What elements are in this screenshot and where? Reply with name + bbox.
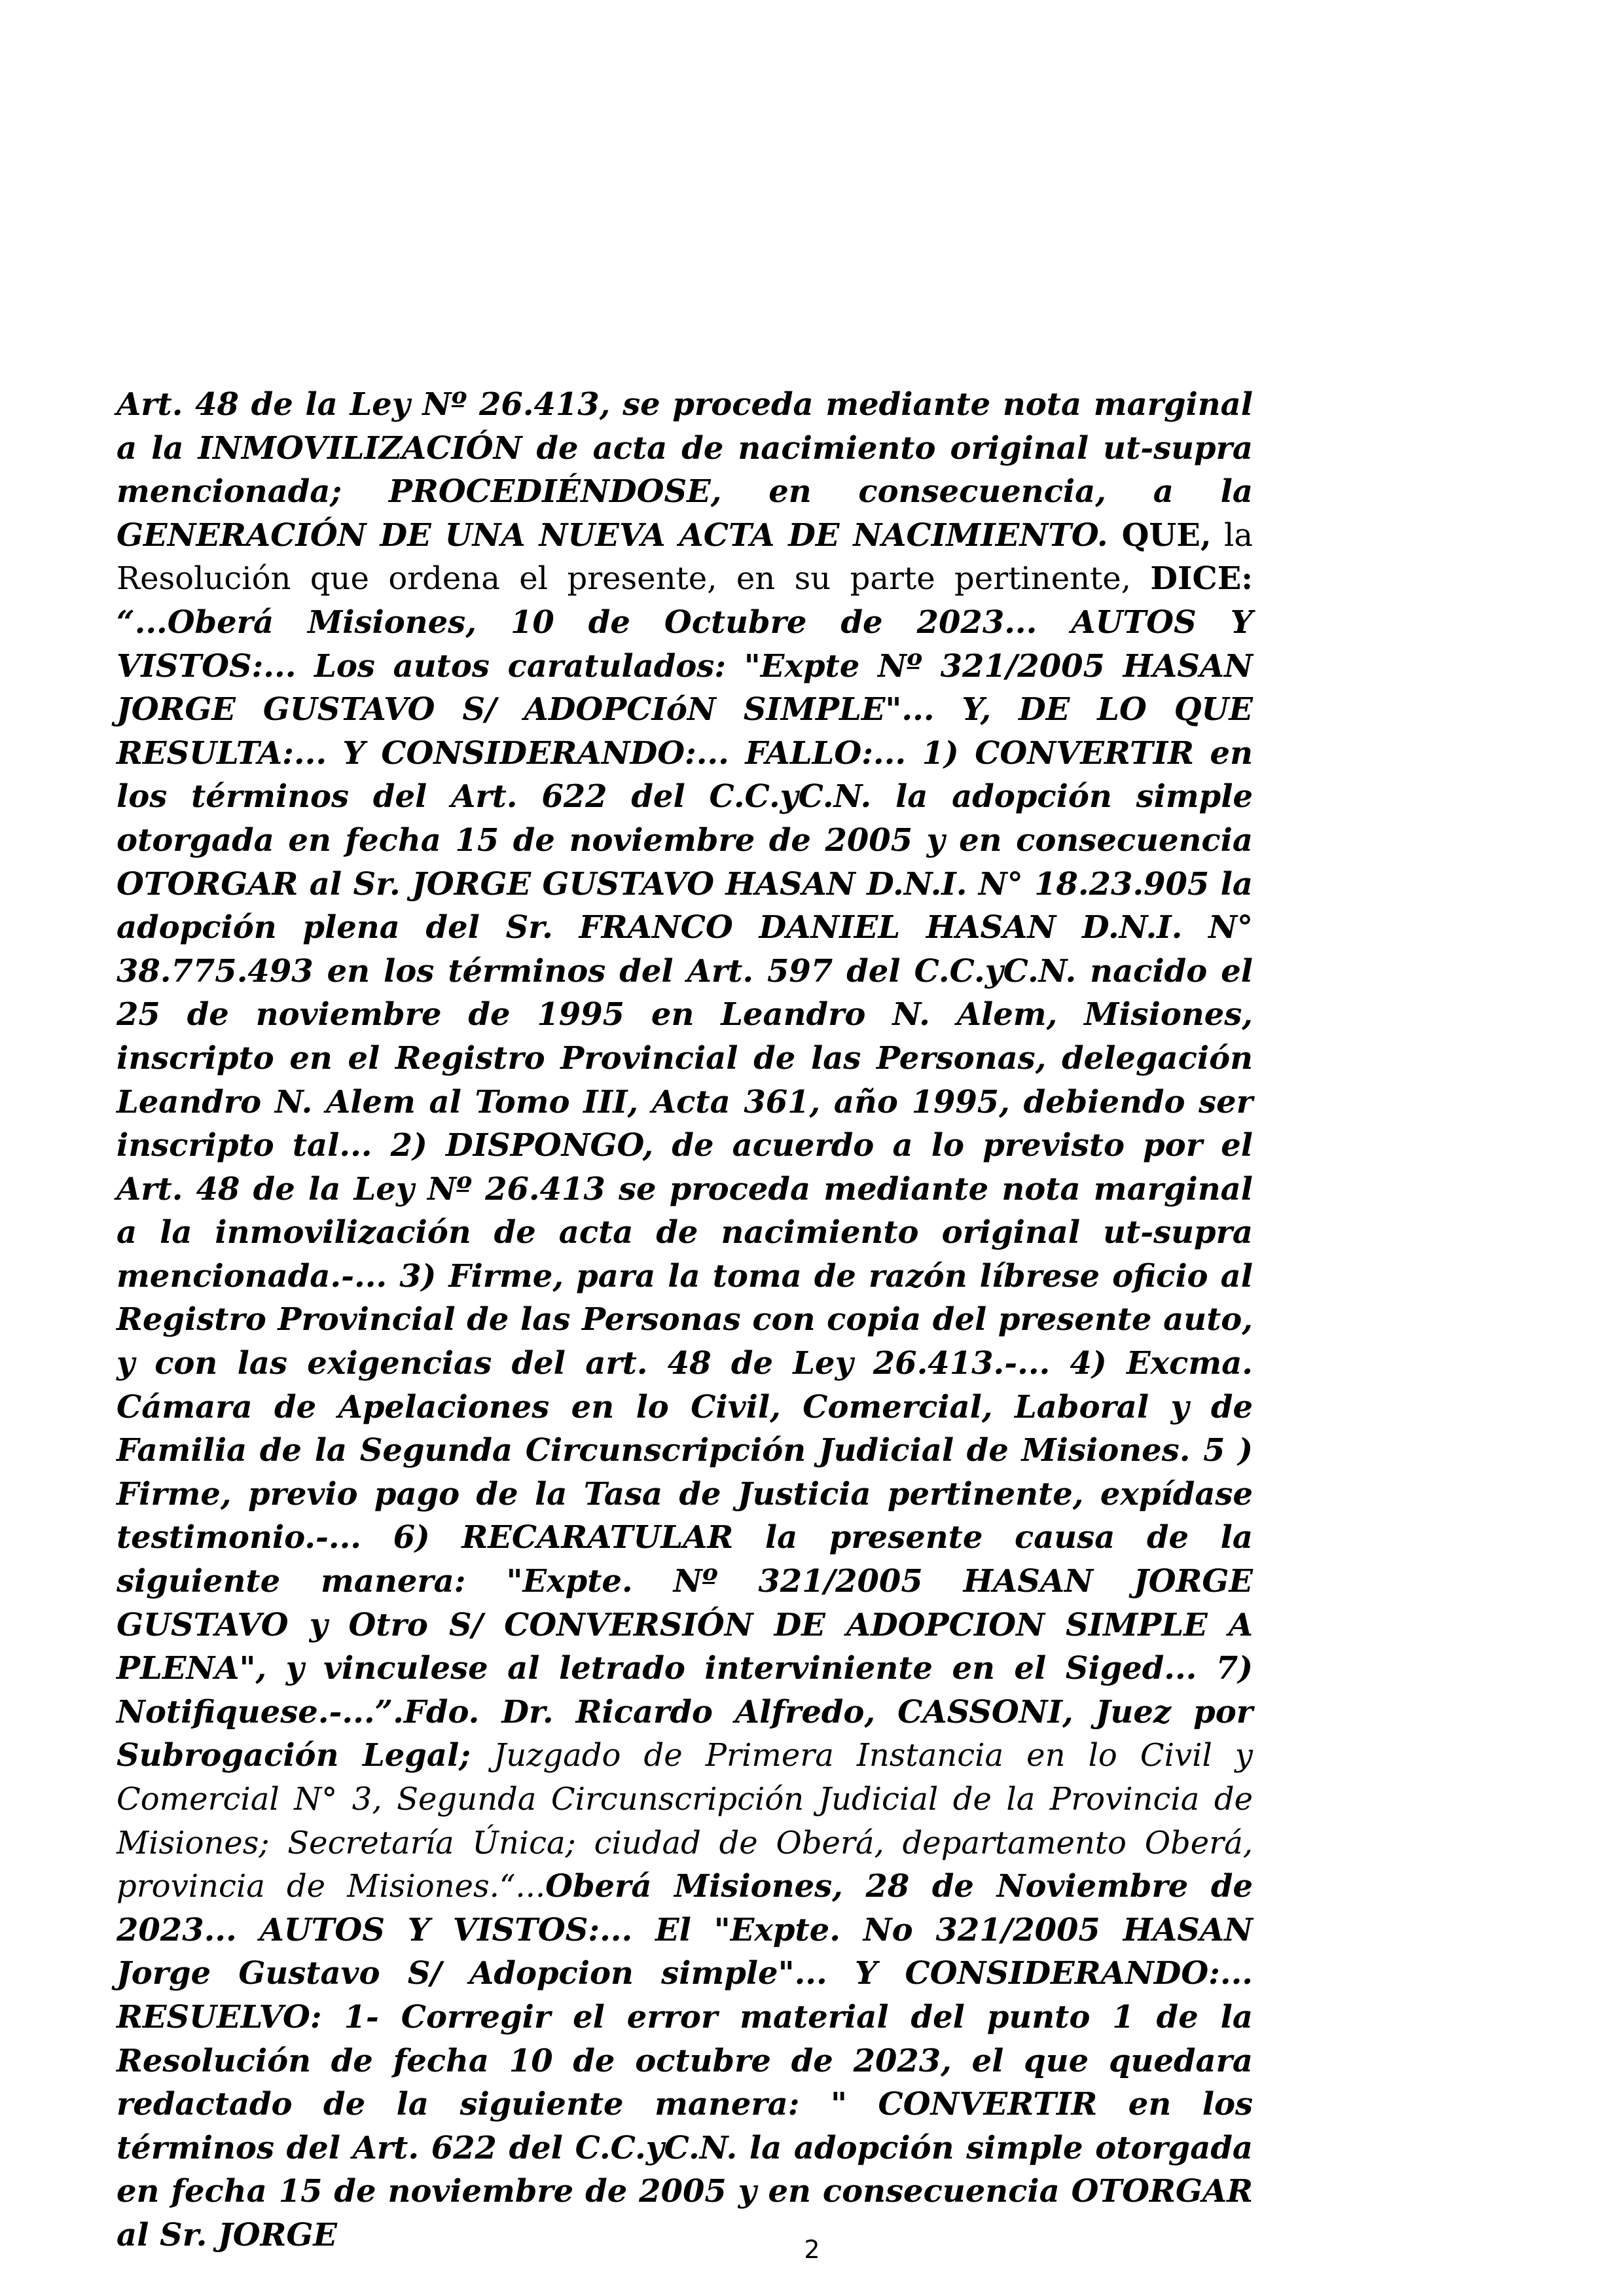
text-segment-court-details: Juzgado de Primera Instancia en lo Civil y Comercial N° 3, Segunda Circunscripción Judicial de la Provincia de Misiones; Secretaría Única; ciudad de Oberá, departamento Oberá, provincia de Misiones.“... xyxy=(117,1737,1253,1905)
document-body xyxy=(117,383,1253,2257)
page-number: 2 xyxy=(804,2235,820,2264)
text-segment-que: QUE, xyxy=(1121,516,1212,554)
text-segment-second-ruling: Oberá Misiones, 28 de Noviembre de 2023... AUTOS Y VISTOS:... El "Expte. No 321/2005 HASAN Jorge Gustavo S/ Adopcion simple"... Y CONSIDERANDO:... RESUELVO: 1- Corregir el error material del punto 1 de la Resolución de fecha 10 de octubre de 2023, el que quedara redactado de la siguiente manera: " CONVERTIR en los términos del Art. 622 del C.C.yC.N. la adopción simple otorgada en fecha 15 de noviembre de 2005 y en consecuencia OTORGAR al Sr. JORGE xyxy=(117,1868,1253,2253)
text-segment-resolution-intro: Art. 48 de la Ley Nº 26.413, se proceda mediante nota marginal a la INMOVILIZACIÓN de acta de nacimiento original ut-supra mencionada; PROCEDIÉNDOSE, en consecuencia, a la GENERACIÓN DE UNA NUEVA ACTA DE NACIMIENTO. xyxy=(117,386,1253,554)
text-segment-dice: DICE: xyxy=(1150,560,1253,598)
text-segment-resolution-reference: la Resolución que ordena el presente, en su parte pertinente, xyxy=(117,516,1253,598)
text-segment-first-ruling: “...Oberá Misiones, 10 de Octubre de 2023... AUTOS Y VISTOS:... Los autos caratulados: "Expte Nº 321/2005 HASAN JORGE GUSTAVO S/ ADOPCIóN SIMPLE"... Y, DE LO QUE RESULTA:... Y CONSIDERANDO:... FALLO:... 1) CONVERTIR en los términos del Art. 622 del C.C.yC.N. la adopción simple otorgada en fecha 15 de noviembre de 2005 y en consecuencia OTORGAR al Sr. JORGE GUSTAVO HASAN D.N.I. N° 18.23.905 la adopción plena del Sr. FRANCO DANIEL HASAN D.N.I. N° 38.775.493 en los términos del Art. 597 del C.C.yC.N. nacido el 25 de noviembre de 1995 en Leandro N. Alem, Misiones, inscripto en el Registro Provincial de las Personas, delegación Leandro N. Alem al Tomo III, Acta 361, año 1995, debiendo ser inscripto tal... 2) DISPONGO, de acuerdo a lo previsto por el Art. 48 de la Ley Nº 26.413 se proceda mediante nota marginal a la inmovilización de acta de nacimiento original ut-supra mencionada.-... 3) Firme, para la toma de razón líbrese oficio al Registro Provincial de las Personas con copia del presente auto, y con las exigencias del art. 48 de Ley 26.413.-... 4) Excma. Cámara de Apelaciones en lo Civil, Comercial, Laboral y de Familia de la Segunda Circunscripción Judicial de Misiones. 5 ) Firme, previo pago de la Tasa de Justicia pertinente, expídase testimonio.-... 6) RECARATULAR la presente causa de la siguiente manera: "Expte. Nº 321/2005 HASAN JORGE GUSTAVO y Otro S/ CONVERSIÓN DE ADOPCION SIMPLE A PLENA", y vinculese al letrado interviniente en el Siged... 7) Notifiquese.-...”.Fdo. Dr. Ricardo Alfredo, CASSONI, Juez por Subrogación Legal; xyxy=(117,603,1253,1774)
